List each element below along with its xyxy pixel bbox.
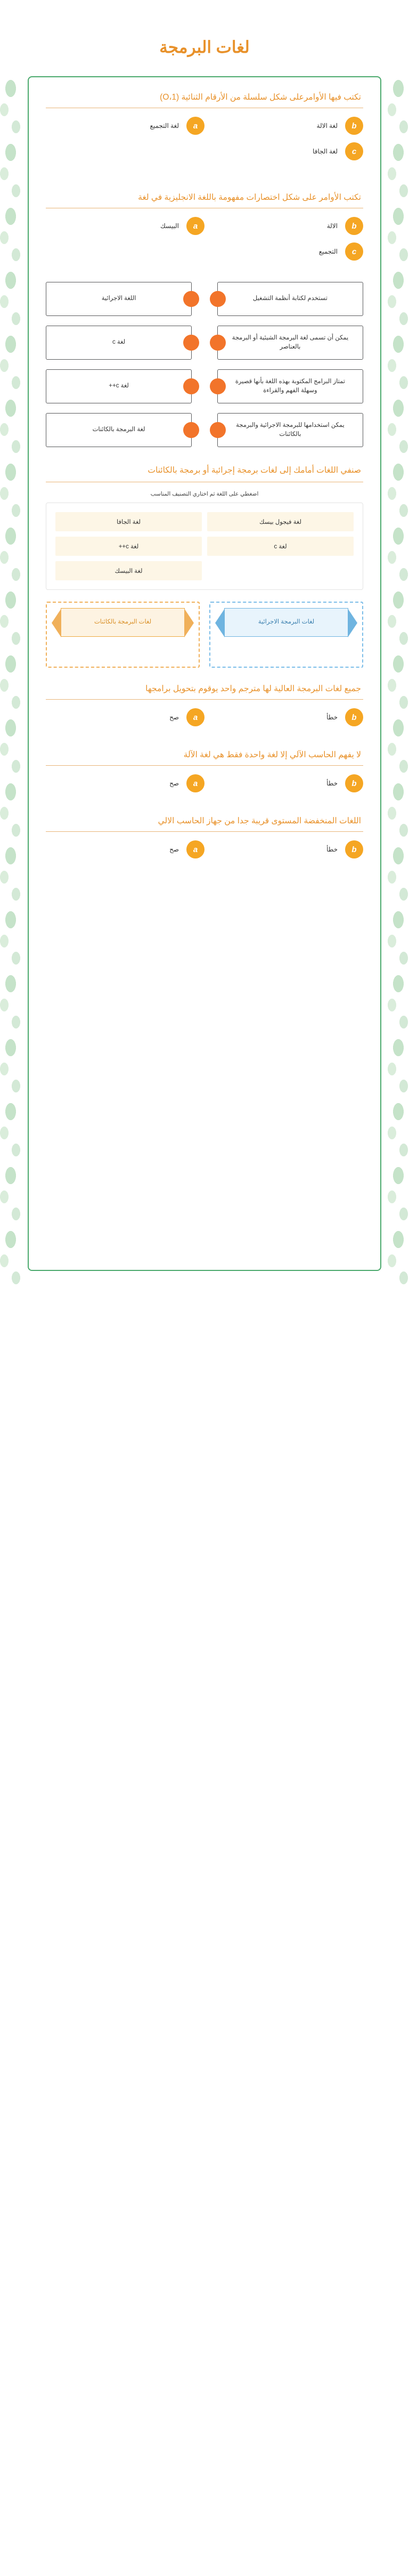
- chip-cell: [53, 534, 204, 558]
- question-title: تكتب فيها الأوامرعلى شكل سلسلة من الأرقام الثنائية (O،1): [46, 92, 363, 108]
- option-row[interactable]: [46, 117, 204, 135]
- matching-item[interactable]: [46, 326, 192, 360]
- matching-item-text: تستخدم لكتابة أنظمة التشغيل: [252, 295, 328, 302]
- matching-column-definitions: [217, 282, 363, 447]
- matching-item[interactable]: [46, 369, 192, 403]
- option-row[interactable]: [204, 117, 363, 135]
- option-label: لغة التجميع: [150, 122, 179, 129]
- question-title: لا يفهم الحاسب الآلي إلا لغة واحدة فقط هي لغة الآلة: [46, 750, 363, 766]
- option-row[interactable]: [204, 242, 363, 261]
- matching-item[interactable]: [217, 326, 363, 360]
- language-chip[interactable]: لغة البيسك: [55, 561, 202, 580]
- connector-knob-icon[interactable]: [210, 378, 226, 394]
- option-label: التجميع: [318, 248, 338, 255]
- option-row[interactable]: [204, 142, 363, 160]
- option-label: صح: [169, 714, 179, 721]
- chip-cell: [204, 558, 356, 583]
- matching-item-text: لغة c: [112, 339, 126, 346]
- option-marker: b: [345, 774, 363, 792]
- classify-title: صنفي اللغات أمامك إلى لغات برمجة إجرائية أو برمجة بالكائنات: [46, 465, 363, 482]
- option-row[interactable]: [204, 840, 363, 858]
- connector-knob-icon[interactable]: [210, 422, 226, 438]
- matching-item[interactable]: [217, 282, 363, 316]
- option-marker: b: [345, 708, 363, 726]
- option-label: خطأ: [326, 846, 338, 853]
- matching-exercise: [46, 282, 363, 447]
- floral-border-right: [388, 1366, 409, 2576]
- language-chip[interactable]: لغة c++: [55, 537, 202, 556]
- question-title: اللغات المنخفضة المستوى قريبة جدا من جهاز الحاسب الالي: [46, 816, 363, 832]
- truefalse-block-2: [46, 750, 363, 800]
- connector-knob-icon[interactable]: [183, 378, 199, 394]
- option-label: خطأ: [326, 714, 338, 721]
- matching-item-text: يمكن أن تسمى لغة البرمجة الشيئية أو البرمجة بالعناصر: [232, 334, 349, 350]
- classify-instruction: اضغطي على اللغة ثم اختاري التصنيف المناسب: [150, 491, 259, 497]
- truefalse-block-1: [46, 684, 363, 734]
- matching-column-answers: [46, 282, 192, 447]
- page-title-band: [35, 32, 374, 63]
- matching-item-text: لغة البرمجة بالكائنات: [92, 426, 145, 433]
- truefalse-block-3: [46, 816, 363, 866]
- dropzone-procedural[interactable]: [209, 602, 363, 668]
- language-chip-empty: [207, 561, 354, 580]
- question-title: جميع لغات البرمجة العالية لها مترجم واحد يوقوم بتحويل برامجها: [46, 684, 363, 700]
- option-label: البيسك: [160, 222, 179, 230]
- classify-dropzones: [46, 602, 363, 668]
- option-marker: a: [186, 217, 204, 235]
- leaf-strip-right: [388, 78, 409, 1288]
- connector-knob-icon[interactable]: [183, 291, 199, 307]
- chip-cell: [204, 509, 356, 534]
- language-chip[interactable]: لغة الجافا: [55, 512, 202, 531]
- option-marker: b: [345, 840, 363, 858]
- option-label: صح: [169, 780, 179, 787]
- option-marker: a: [186, 774, 204, 792]
- option-marker: c: [345, 142, 363, 160]
- option-row[interactable]: [46, 217, 204, 235]
- dropzone-object-oriented[interactable]: [46, 602, 200, 668]
- option-row[interactable]: [204, 217, 363, 235]
- option-label: خطأ: [326, 780, 338, 787]
- leaf-strip-left: [0, 78, 21, 1288]
- chip-cell: [53, 509, 204, 534]
- classify-chip-pool: [46, 503, 363, 590]
- option-row[interactable]: [46, 840, 204, 858]
- matching-item-text: يمكن استخدامها للبرمجة الاجرائية والبرمجة بالكائنات: [236, 422, 345, 438]
- option-marker: a: [186, 708, 204, 726]
- option-row[interactable]: [204, 774, 363, 792]
- matching-item[interactable]: [217, 413, 363, 447]
- page-title: لغات البرمجة: [159, 38, 250, 56]
- option-marker: a: [186, 117, 204, 135]
- question-options: [46, 708, 363, 734]
- matching-item[interactable]: [46, 282, 192, 316]
- question-block-2: [46, 192, 363, 268]
- option-marker: b: [345, 217, 363, 235]
- option-row[interactable]: [204, 708, 363, 726]
- option-label: الالة: [326, 222, 338, 230]
- spacer: [46, 174, 363, 192]
- matching-item[interactable]: [46, 413, 192, 447]
- question-block-1: [46, 92, 363, 168]
- dropzone-banner: لغات البرمجة الاجرائية: [224, 608, 349, 637]
- question-options: [46, 774, 363, 800]
- question-title: تكتب الأوامر على شكل اختصارات مفهومة باللغة الانجليزية في لغة: [46, 192, 363, 208]
- matching-item[interactable]: [217, 369, 363, 403]
- language-chip[interactable]: لغة c: [207, 537, 354, 556]
- chip-cell: [204, 534, 356, 558]
- matching-item-text: تمتاز البرامج المكتوبة بهذه اللغة بأنها قصيرة وسهلة الفهم والقراءة: [235, 378, 345, 394]
- dropzone-banner: لغات البرمجة بالكائنات: [61, 608, 185, 637]
- option-label: صح: [169, 846, 179, 853]
- option-label: لغة الالة: [316, 122, 338, 129]
- worksheet-card: [28, 76, 381, 1271]
- connector-knob-icon[interactable]: [183, 335, 199, 351]
- matching-item-text: لغة c++: [109, 383, 129, 390]
- question-options: [46, 117, 363, 168]
- option-marker: c: [345, 242, 363, 261]
- question-options: [46, 840, 363, 866]
- matching-item-text: اللغة الاجرائية: [101, 295, 136, 302]
- connector-knob-icon[interactable]: [210, 335, 226, 351]
- chip-cell: [53, 558, 204, 583]
- option-row[interactable]: [46, 708, 204, 726]
- connector-knob-icon[interactable]: [210, 291, 226, 307]
- option-row[interactable]: [46, 774, 204, 792]
- question-options: [46, 217, 363, 268]
- option-marker: a: [186, 840, 204, 858]
- option-marker: b: [345, 117, 363, 135]
- language-chip[interactable]: لغة فيجول بيسك: [207, 512, 354, 531]
- connector-knob-icon[interactable]: [183, 422, 199, 438]
- option-label: لغة الجافا: [313, 148, 338, 155]
